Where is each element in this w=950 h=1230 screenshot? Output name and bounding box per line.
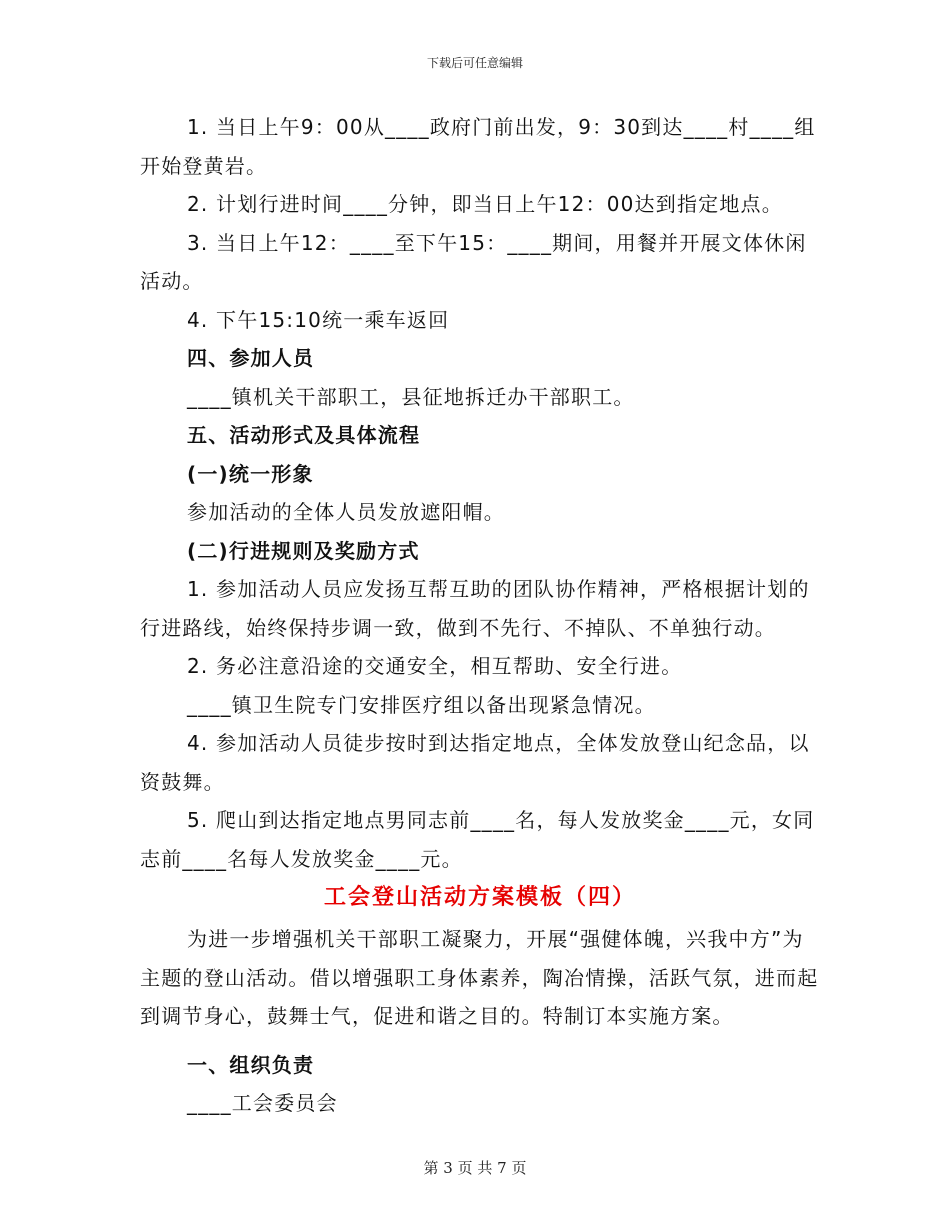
schedule-item-2: 2. 计划行进时间____分钟，即当日上午12：00达到指定地点。	[187, 192, 783, 216]
schedule-item-4: 4. 下午15:10统一乘车返回	[187, 307, 450, 332]
page-header: 下载后可任意编辑	[426, 56, 523, 70]
heading-participants: 四、参加人员	[187, 346, 315, 370]
rule-item-5: 5. 爬山到达指定地点男同志前____名，每人发放奖金____元，女同志前____名每人发放奖金____元。	[140, 808, 815, 871]
subheading-rules-rewards: (二)行进规则及奖励方式	[187, 538, 420, 563]
heading-activity-flow: 五、活动形式及具体流程	[187, 423, 421, 447]
schedule-item-1: 1. 当日上午9：00从____政府门前出发，9：30到达____村____组开始登黄岩。	[140, 115, 816, 178]
document-body	[140, 108, 820, 1123]
organization-text: ____工会委员会	[187, 1091, 338, 1115]
unified-image-text: 参加活动的全体人员发放遮阳帽。	[187, 500, 505, 524]
section-title: 工会登山活动方案模板（四）	[323, 885, 636, 910]
spacer	[140, 1036, 820, 1046]
participants-text: ____镇机关干部职工，县征地拆迁办干部职工。	[187, 384, 635, 409]
rule-item-4: 4. 参加活动人员徒步按时到达指定地点，全体发放登山纪念品，以资鼓舞。	[140, 731, 810, 794]
page-footer: 第 3 页 共 7 页	[423, 1159, 527, 1177]
subheading-unified-image: (一)统一形象	[187, 461, 314, 486]
schedule-item-3: 3. 当日上午12：____至下午15：____期间，用餐并开展文体休闲活动。	[140, 230, 807, 293]
rule-item-2: 2. 务必注意沿途的交通安全，相互帮助、安全行进。	[187, 654, 683, 678]
rule-item-3: ____镇卫生院专门安排医疗组以备出现紧急情况。	[187, 692, 656, 717]
intro-paragraph: 为进一步增强机关干部职工凝聚力，开展“强健体魄，兴我中方”为主题的登山活动。借以增强职工身体素养，陶冶情操，活跃气氛，进而起到调节身心，鼓舞士气，促进和谐之目的。特制订本实施方案。	[140, 927, 819, 1028]
rule-item-1: 1. 参加活动人员应发扬互帮互助的团队协作精神，严格根据计划的行进路线，始终保持步调一致，做到不先行、不掉队、不单独行动。	[140, 577, 810, 640]
heading-organization: 一、组织负责	[187, 1052, 315, 1077]
